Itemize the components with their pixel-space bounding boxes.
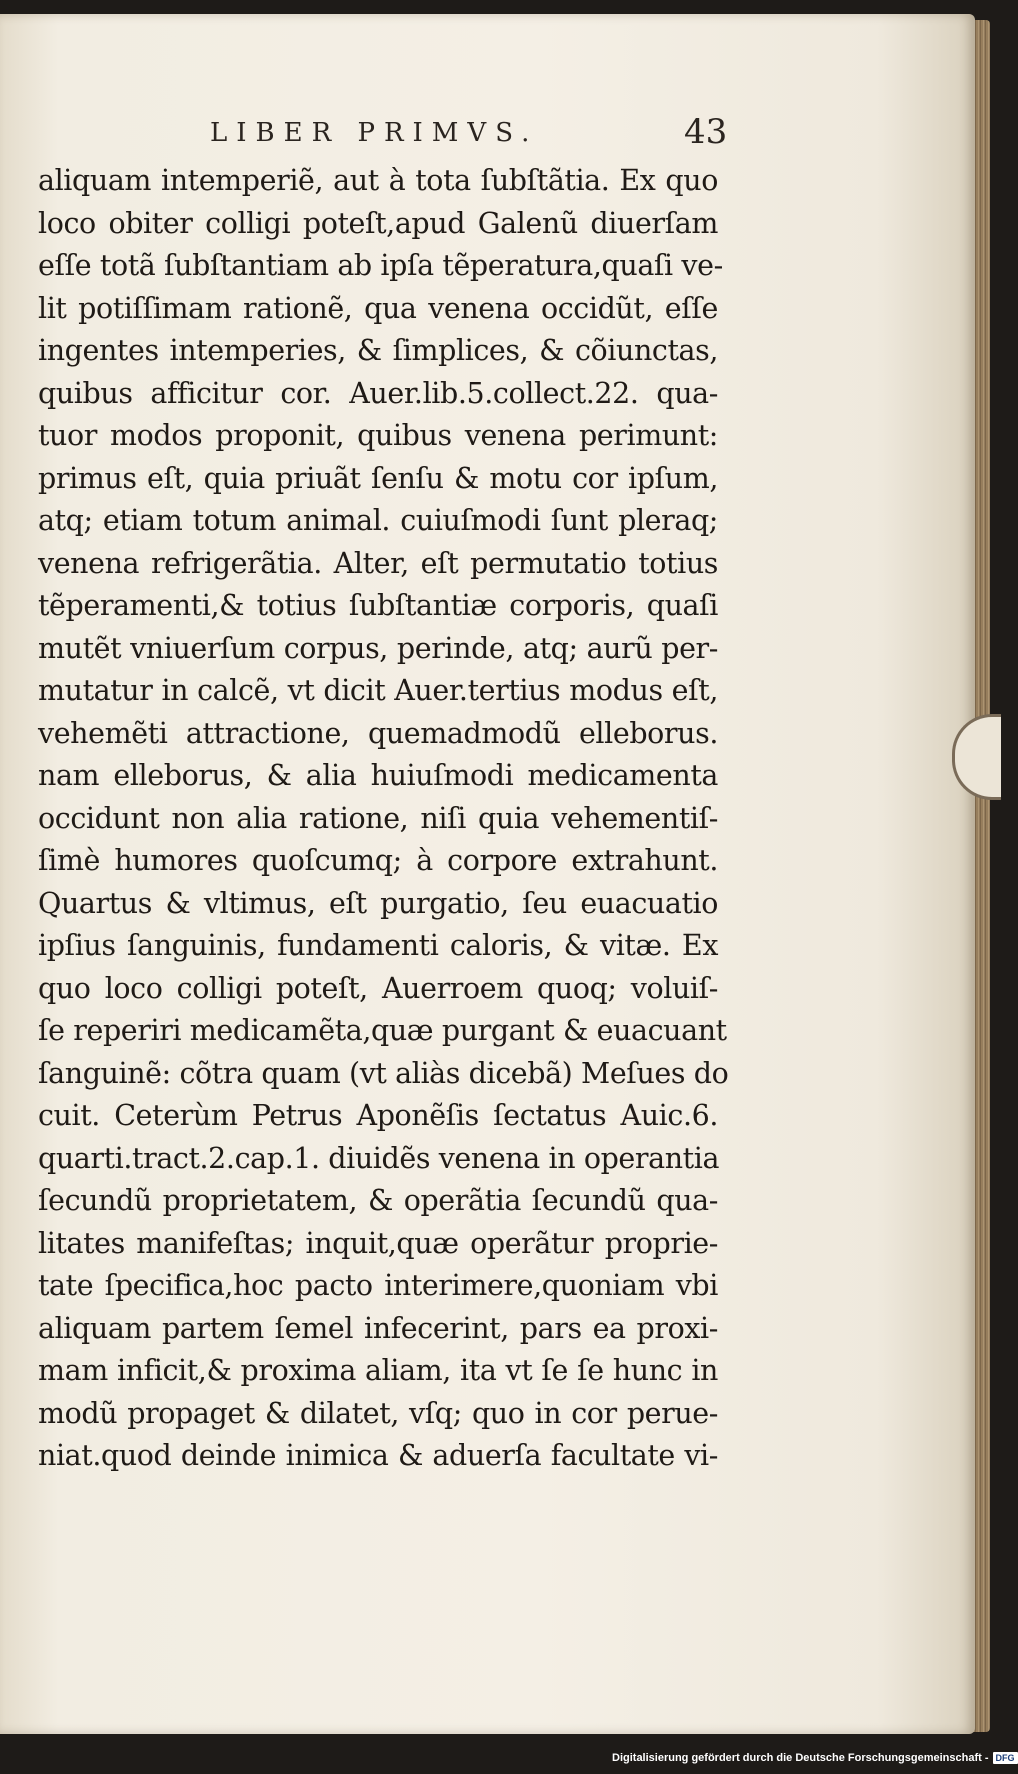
text-line: ingentes intemperies, & ſimplices, & cõiunctas, bbox=[38, 334, 718, 367]
text-line: lit potiſſimam rationẽ, qua venena occidũt, eſſe bbox=[38, 291, 718, 325]
text-line: tate ſpecifica,hoc pacto interimere,quoniam vbi bbox=[38, 1269, 718, 1302]
text-line: aliquam intemperiẽ, aut à tota ſubſtãtia. Ex quo bbox=[38, 164, 718, 197]
text-line: quarti.tract.2.cap.1. diuidẽs venena in operantia bbox=[38, 1141, 720, 1175]
text-line: mutẽt vniuerſum corpus, perinde, atq; aurũ per- bbox=[38, 631, 718, 665]
text-line: mutatur in calcẽ, vt dicit Auer.tertius modus eſt, bbox=[38, 674, 718, 707]
text-line: litates manifeſtas; inquit,quæ operãtur proprie- bbox=[38, 1226, 718, 1260]
text-line: quibus afficitur cor. Auer.lib.5.collect.22. qua- bbox=[38, 376, 718, 410]
text-line: vehemẽti attractione, quemadmodũ elleborus. bbox=[38, 716, 718, 750]
text-line: niat.quod deinde inimica & aduerſa facultate vi- bbox=[38, 1439, 718, 1472]
text-line: ipſius ſanguinis, fundamenti caloris, & vitæ. Ex bbox=[38, 929, 718, 962]
credit-text: Digitalisierung gefördert durch die Deutsche Forschungsgemeinschaft - bbox=[612, 1752, 989, 1764]
text-line: primus eſt, quia priuãt ſenſu & motu cor ipſum, bbox=[38, 461, 718, 495]
running-title: LIBER PRIMVS. bbox=[210, 118, 539, 148]
text-line: tuor modos proponit, quibus venena perimunt: bbox=[38, 419, 718, 452]
text-line: mam inficit,& proxima aliam, ita vt ſe ſe hunc in bbox=[38, 1354, 718, 1387]
digitization-credit bbox=[612, 1752, 1018, 1764]
text-line: venena refrigerãtia. Alter, eſt permutatio totius bbox=[38, 546, 718, 580]
text-line: cuit. Ceterùm Petrus Aponẽſis ſectatus Auic.6. bbox=[38, 1099, 718, 1132]
text-line: ſe reperiri medicamẽta,quæ purgant & euacuant bbox=[38, 1014, 727, 1047]
text-line: tẽperamenti,& totius ſubſtantiæ corporis, quaſi bbox=[38, 589, 718, 622]
body-text bbox=[38, 160, 729, 1478]
page-tab-mark bbox=[952, 714, 1001, 800]
text-line: occidunt non alia ratione, niſi quia vehementiſ- bbox=[38, 801, 718, 835]
text-line: loco obiter colligi poteſt,apud Galenũ diuerſam bbox=[38, 206, 718, 240]
text-line: eſſe totã ſubſtantiam ab ipſa tẽperatura,quaſi ve- bbox=[38, 249, 723, 282]
text-line: Quartus & vltimus, eſt purgatio, ſeu euacuatio bbox=[38, 886, 718, 920]
text-line: modũ propaget & dilatet, vſq; quo in cor perue- bbox=[38, 1396, 718, 1430]
dfg-logo: DFG bbox=[993, 1752, 1018, 1764]
text-line: ſanguinẽ: cõtra quam (vt aliàs dicebã) Meſues do bbox=[38, 1056, 729, 1090]
text-line: ſimè humores quoſcumq; à corpore extrahunt. bbox=[38, 844, 718, 877]
text-line: quo loco colligi poteſt, Auerroem quoq; voluiſ- bbox=[38, 971, 718, 1005]
page-number: 43 bbox=[684, 112, 728, 152]
text-line: atq; etiam totum animal. cuiuſmodi ſunt pleraq; bbox=[38, 504, 718, 537]
text-line: aliquam partem ſemel infecerint, pars ea proxi- bbox=[38, 1311, 718, 1345]
text-line: nam elleborus, & alia huiuſmodi medicamenta bbox=[38, 759, 718, 792]
text-line: ſecundũ proprietatem, & operãtia ſecundũ qua- bbox=[38, 1184, 718, 1217]
